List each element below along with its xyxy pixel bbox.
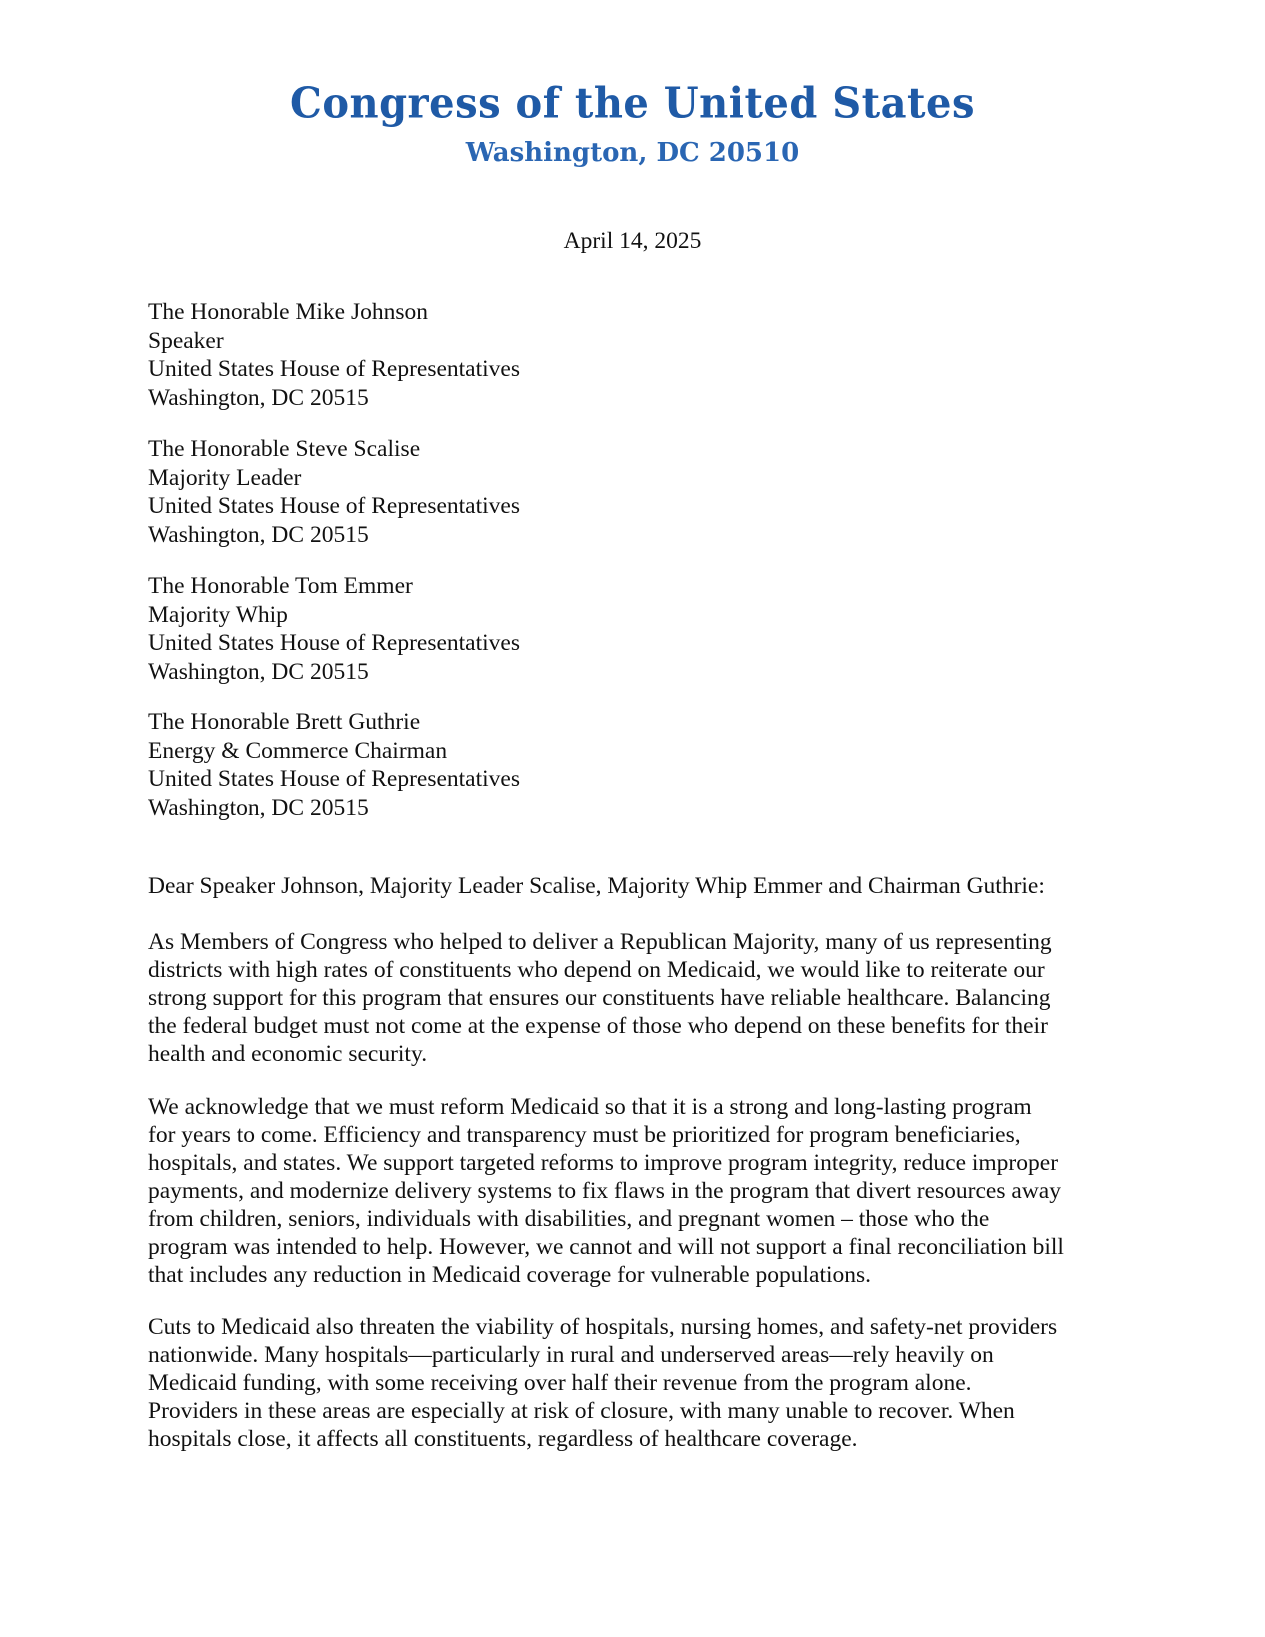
- addressee-org: United States House of Representatives: [148, 356, 520, 382]
- paragraph-2: [148, 1093, 1128, 1289]
- addressee-org: United States House of Representatives: [148, 493, 520, 519]
- text-line: Medicaid funding, with some receiving over half their revenue from the program alone.: [148, 1370, 972, 1396]
- addressee-block: [148, 708, 520, 822]
- addressee-address: Washington, DC 20515: [148, 384, 369, 411]
- text-line: Providers in these areas are especially at risk of closure, with many unable to recover. When: [148, 1398, 1015, 1424]
- text-line: We acknowledge that we must reform Medicaid so that it is a strong and long-lasting program: [148, 1094, 1032, 1120]
- text-line: that includes any reduction in Medicaid coverage for vulnerable populations.: [148, 1262, 872, 1288]
- text-line: for years to come. Efficiency and transparency must be prioritized for program beneficiaries,: [148, 1122, 1021, 1148]
- letterhead-subtitle: Washington, DC 20510: [465, 138, 800, 168]
- addressee-name: The Honorable Tom Emmer: [148, 573, 413, 599]
- text-line: nationwide. Many hospitals—particularly in rural and underserved areas—rely heavily on: [148, 1342, 994, 1368]
- text-line: health and economic security.: [148, 1041, 428, 1067]
- salutation: Dear Speaker Johnson, Majority Leader Scalise, Majority Whip Emmer and Chairman Guthrie:: [148, 873, 1045, 899]
- letterhead-title: Congress of the United States: [289, 78, 975, 129]
- addressee-address: Washington, DC 20515: [148, 521, 369, 548]
- text-line: from children, seniors, individuals with disabilities, and pregnant women – those who the: [148, 1206, 990, 1232]
- addressee-title: Majority Whip: [148, 601, 288, 628]
- addressee-org: United States House of Representatives: [148, 630, 520, 656]
- text-line: As Members of Congress who helped to deliver a Republican Majority, many of us representing: [148, 929, 1052, 955]
- addressee-address: Washington, DC 20515: [148, 658, 369, 685]
- addressee-title: Majority Leader: [148, 464, 302, 491]
- addressee-address: Washington, DC 20515: [148, 794, 369, 821]
- text-line: districts with high rates of constituents who depend on Medicaid, we would like to reiterate our: [148, 957, 1045, 983]
- text-line: hospitals close, it affects all constituents, regardless of healthcare coverage.: [148, 1426, 858, 1452]
- addressee-name: The Honorable Mike Johnson: [148, 299, 428, 325]
- letter-date: April 14, 2025: [563, 228, 702, 254]
- addressee-block: [148, 435, 520, 549]
- addressee-title: Speaker: [148, 327, 224, 354]
- text-line: strong support for this program that ensures our constituents have reliable healthcare. Balancing: [148, 985, 1051, 1011]
- addressee-org: United States House of Representatives: [148, 766, 520, 792]
- text-line: program was intended to help. However, we cannot and will not support a final reconciliation bill: [148, 1234, 1064, 1260]
- addressee-name: The Honorable Steve Scalise: [148, 436, 421, 462]
- paragraph-3: [148, 1313, 1128, 1453]
- addressee-block: [148, 572, 520, 686]
- paragraph-1: [148, 928, 1128, 1068]
- addressee-block: [148, 298, 520, 412]
- text-line: the federal budget must not come at the expense of those who depend on these benefits for their: [148, 1013, 1048, 1039]
- text-line: payments, and modernize delivery systems to fix flaws in the program that divert resources away: [148, 1178, 1061, 1204]
- text-line: hospitals, and states. We support targeted reforms to improve program integrity, reduce improper: [148, 1150, 1059, 1176]
- addressee-name: The Honorable Brett Guthrie: [148, 709, 421, 735]
- text-line: Cuts to Medicaid also threaten the viability of hospitals, nursing homes, and safety-net providers: [148, 1314, 1058, 1340]
- addressee-title: Energy & Commerce Chairman: [148, 737, 448, 764]
